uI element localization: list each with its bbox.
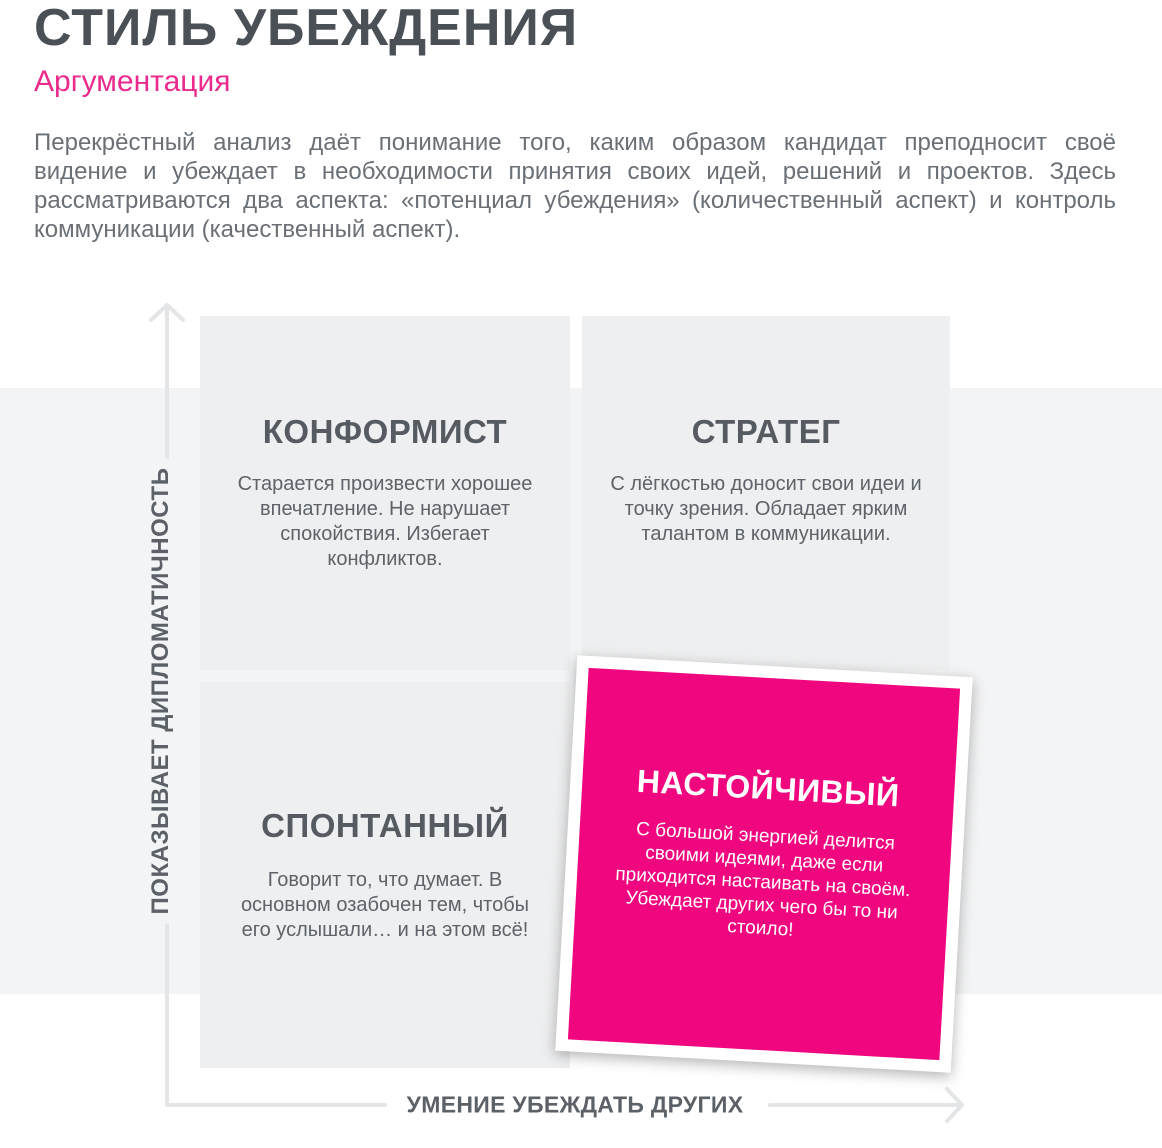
- quadrant-spontaneous: [200, 682, 570, 1068]
- quadrant-strategist: [582, 316, 950, 670]
- page-title: СТИЛЬ УБЕЖДЕНИЯ: [34, 0, 579, 57]
- x-axis-label: УМЕНИЕ УБЕЖДАТЬ ДРУГИХ: [391, 1092, 760, 1119]
- quadrant-description: Старается произвести хорошее впечатление. Не нарушает спокойствия. Избегает конфликтов.: [237, 473, 533, 570]
- quadrant-conformist: [200, 316, 570, 670]
- quadrant-description: С большой энергией делится своими идеями, даже если приходится настаивать на своём. Убеждает других чего бы то ни стоило!: [614, 818, 912, 941]
- intro-paragraph: Перекрёстный анализ даёт понимание того, каким образом кандидат преподносит своё видение и убеждает в необходимости принятия своих идей, решений и проектов. Здесь рассматриваются два аспекта: «потенциал убеждения» (количественный аспект) и контроль коммуникации (качественный аспект).: [34, 129, 1116, 243]
- quadrant-persistent-card: [555, 655, 972, 1072]
- y-axis-label: ПОКАЗЫВАЕТ ДИПЛОМАТИЧНОСТЬ: [147, 459, 175, 924]
- quadrant-description: С лёгкостью доносит свои идеи и точку зрения. Обладает ярким талантом в коммуникации.: [610, 473, 922, 545]
- quadrant-title: КОНФОРМИСТ: [262, 413, 508, 450]
- page-subtitle: Аргументация: [34, 65, 231, 98]
- quadrant-title: СТРАТЕГ: [691, 413, 841, 450]
- quadrant-description: Говорит то, что думает. В основном озабочен тем, чтобы его услышали… и на этом всё!: [240, 869, 530, 941]
- quadrant-title: НАСТОЙЧИВЫЙ: [636, 762, 901, 814]
- x-axis-arrow: [770, 1089, 962, 1121]
- quadrant-title: СПОНТАННЫЙ: [261, 807, 509, 844]
- quadrant-persistent-highlight: [568, 668, 960, 1060]
